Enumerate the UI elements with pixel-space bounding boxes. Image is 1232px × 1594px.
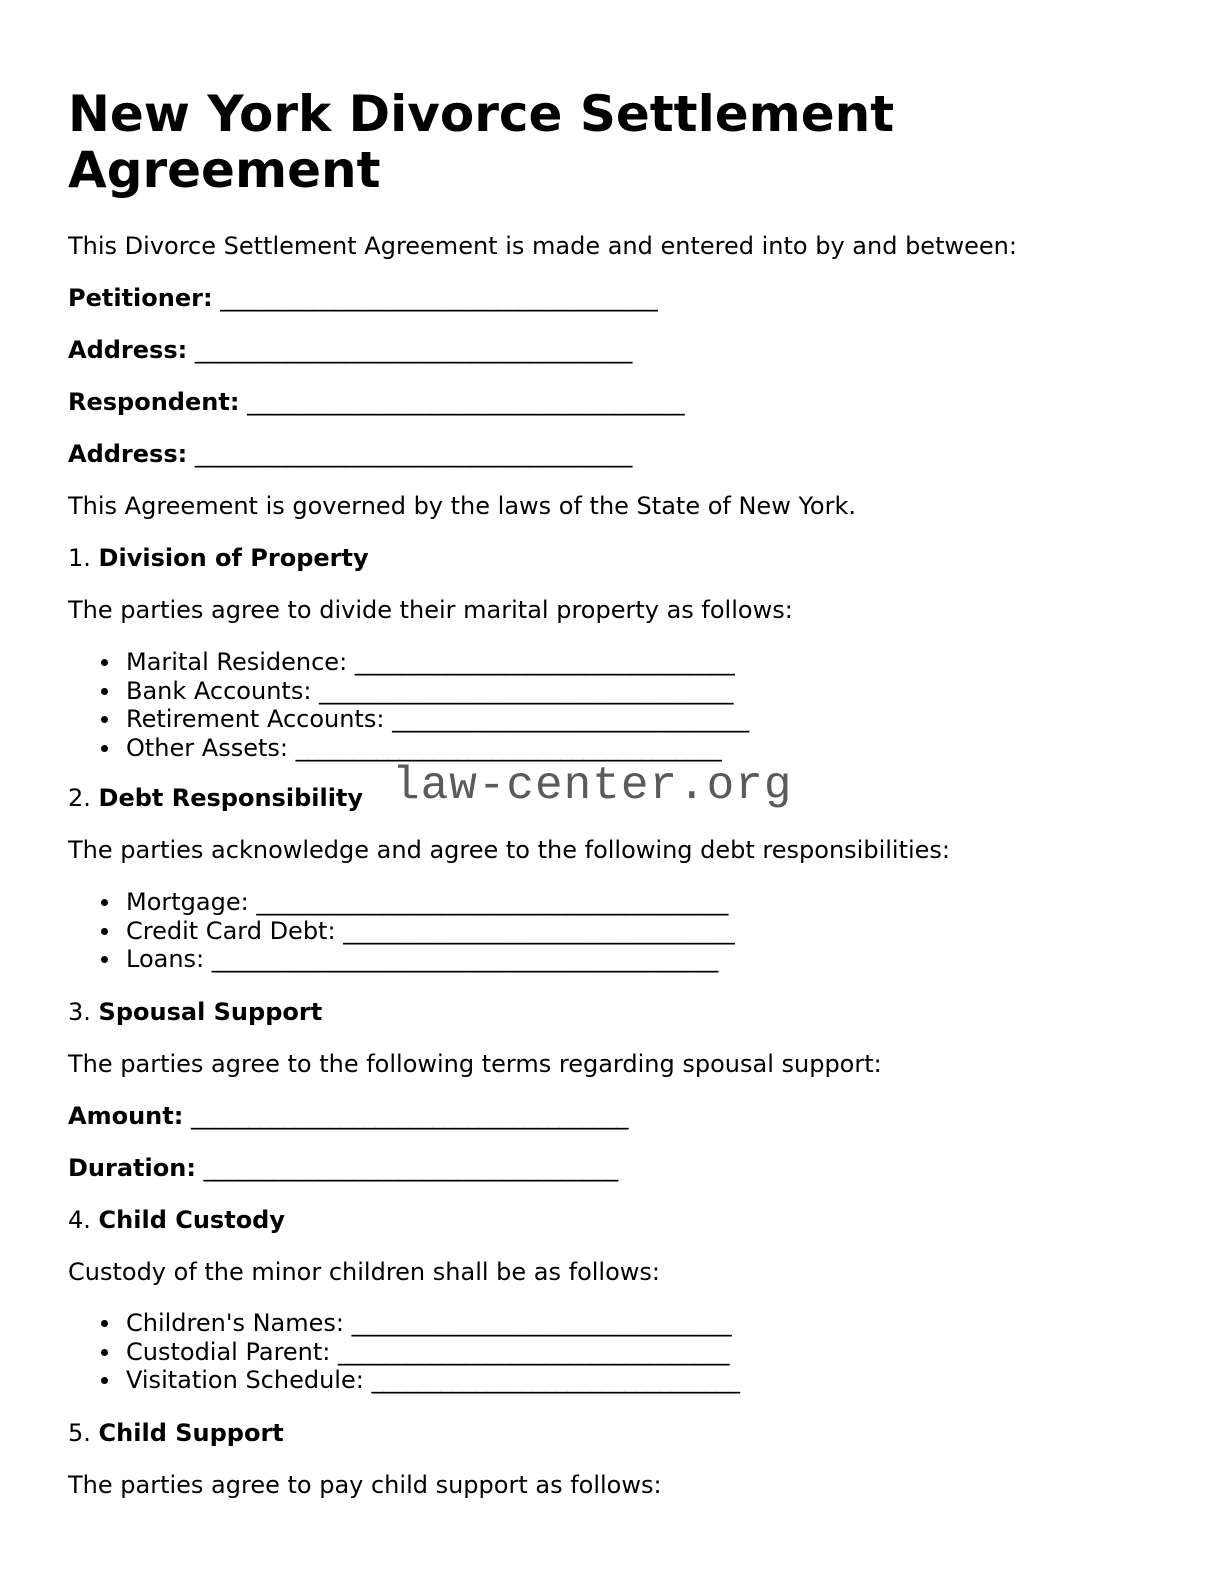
section-number: 5. bbox=[68, 1419, 91, 1447]
list-item bbox=[126, 1338, 739, 1367]
list-item bbox=[126, 648, 749, 677]
section-title: Child Support bbox=[98, 1419, 284, 1447]
section-heading-debt bbox=[68, 783, 363, 813]
respondent-field bbox=[68, 387, 684, 417]
section-heading-spousal-support bbox=[68, 997, 322, 1027]
section-title: Child Custody bbox=[98, 1206, 286, 1234]
intro-text: This Divorce Settlement Agreement is made and entered into by and between: bbox=[68, 232, 1017, 260]
respondent-address-field bbox=[68, 439, 632, 469]
petitioner-label: Petitioner: bbox=[68, 284, 213, 312]
section-text: The parties agree to pay child support as follows: bbox=[68, 1471, 662, 1499]
item-blank[interactable]: _________________________________ bbox=[351, 1309, 732, 1337]
respondent-label: Respondent: bbox=[68, 388, 240, 416]
item-label: Other Assets: bbox=[126, 733, 288, 762]
item-blank[interactable]: _________________________________________ bbox=[256, 888, 728, 916]
item-blank[interactable]: ____________________________________________ bbox=[211, 945, 718, 973]
list-item bbox=[126, 1309, 739, 1338]
item-label: Visitation Schedule: bbox=[126, 1366, 364, 1394]
petitioner-field bbox=[68, 283, 657, 313]
petitioner-address-blank[interactable]: ______________________________________ bbox=[194, 336, 632, 364]
item-label: Retirement Accounts: bbox=[126, 705, 385, 733]
respondent-blank[interactable]: ______________________________________ bbox=[247, 388, 685, 416]
item-blank[interactable]: _______________________________ bbox=[392, 705, 749, 733]
debt-list bbox=[68, 888, 734, 974]
item-blank[interactable]: __________________________________ bbox=[338, 1337, 730, 1366]
amount-label: Amount: bbox=[68, 1102, 184, 1130]
section-text: The parties acknowledge and agree to the following debt responsibilities: bbox=[68, 836, 951, 864]
section-number: 1. bbox=[68, 544, 91, 572]
document-title: New York Divorce Settlement Agreement bbox=[68, 85, 895, 199]
section-number: 4. bbox=[68, 1206, 91, 1234]
duration-field bbox=[68, 1153, 618, 1183]
list-item bbox=[126, 734, 749, 763]
item-label: Loans: bbox=[126, 945, 205, 973]
petitioner-address-field bbox=[68, 335, 632, 365]
governing-law-text: This Agreement is governed by the laws of the State of New York. bbox=[68, 492, 857, 520]
item-label: Marital Residence: bbox=[126, 648, 348, 676]
property-list bbox=[68, 648, 749, 762]
petitioner-address-label: Address: bbox=[68, 336, 188, 364]
section-number: 2. bbox=[68, 784, 91, 812]
list-item bbox=[126, 917, 734, 946]
item-blank[interactable]: _________________________________ bbox=[354, 648, 735, 676]
list-item bbox=[126, 705, 749, 734]
item-label: Children's Names: bbox=[126, 1309, 344, 1337]
custody-list bbox=[68, 1309, 739, 1395]
section-heading-child-custody bbox=[68, 1205, 285, 1235]
item-label: Bank Accounts: bbox=[126, 676, 312, 705]
list-item bbox=[126, 677, 749, 706]
list-item bbox=[126, 1366, 739, 1395]
item-label: Custodial Parent: bbox=[126, 1337, 331, 1366]
list-item bbox=[126, 888, 734, 917]
section-title: Debt Responsibility bbox=[98, 784, 364, 812]
section-text: The parties agree to divide their marital property as follows: bbox=[68, 596, 793, 624]
duration-blank[interactable]: ____________________________________ bbox=[203, 1154, 618, 1182]
duration-label: Duration: bbox=[68, 1154, 196, 1182]
section-number: 3. bbox=[68, 998, 91, 1026]
item-label: Mortgage: bbox=[126, 888, 249, 916]
section-heading-child-support bbox=[68, 1418, 284, 1448]
respondent-address-label: Address: bbox=[68, 440, 188, 468]
section-title: Spousal Support bbox=[98, 998, 323, 1026]
section-heading-property bbox=[68, 543, 369, 573]
item-blank[interactable]: ____________________________________ bbox=[319, 676, 734, 705]
list-item bbox=[126, 945, 734, 974]
section-title: Division of Property bbox=[98, 544, 369, 572]
amount-field bbox=[68, 1101, 628, 1131]
respondent-address-blank[interactable]: ______________________________________ bbox=[194, 440, 632, 468]
item-blank[interactable]: _____________________________________ bbox=[295, 733, 722, 762]
petitioner-blank[interactable]: ______________________________________ bbox=[220, 284, 658, 312]
amount-blank[interactable]: ______________________________________ bbox=[190, 1102, 628, 1130]
section-text: The parties agree to the following terms regarding spousal support: bbox=[68, 1050, 882, 1078]
section-text: Custody of the minor children shall be as follows: bbox=[68, 1258, 660, 1286]
item-label: Credit Card Debt: bbox=[126, 916, 336, 945]
item-blank[interactable]: __________________________________ bbox=[343, 916, 735, 945]
item-blank[interactable]: ________________________________ bbox=[371, 1366, 740, 1394]
watermark-text: law-center.org bbox=[392, 760, 793, 812]
